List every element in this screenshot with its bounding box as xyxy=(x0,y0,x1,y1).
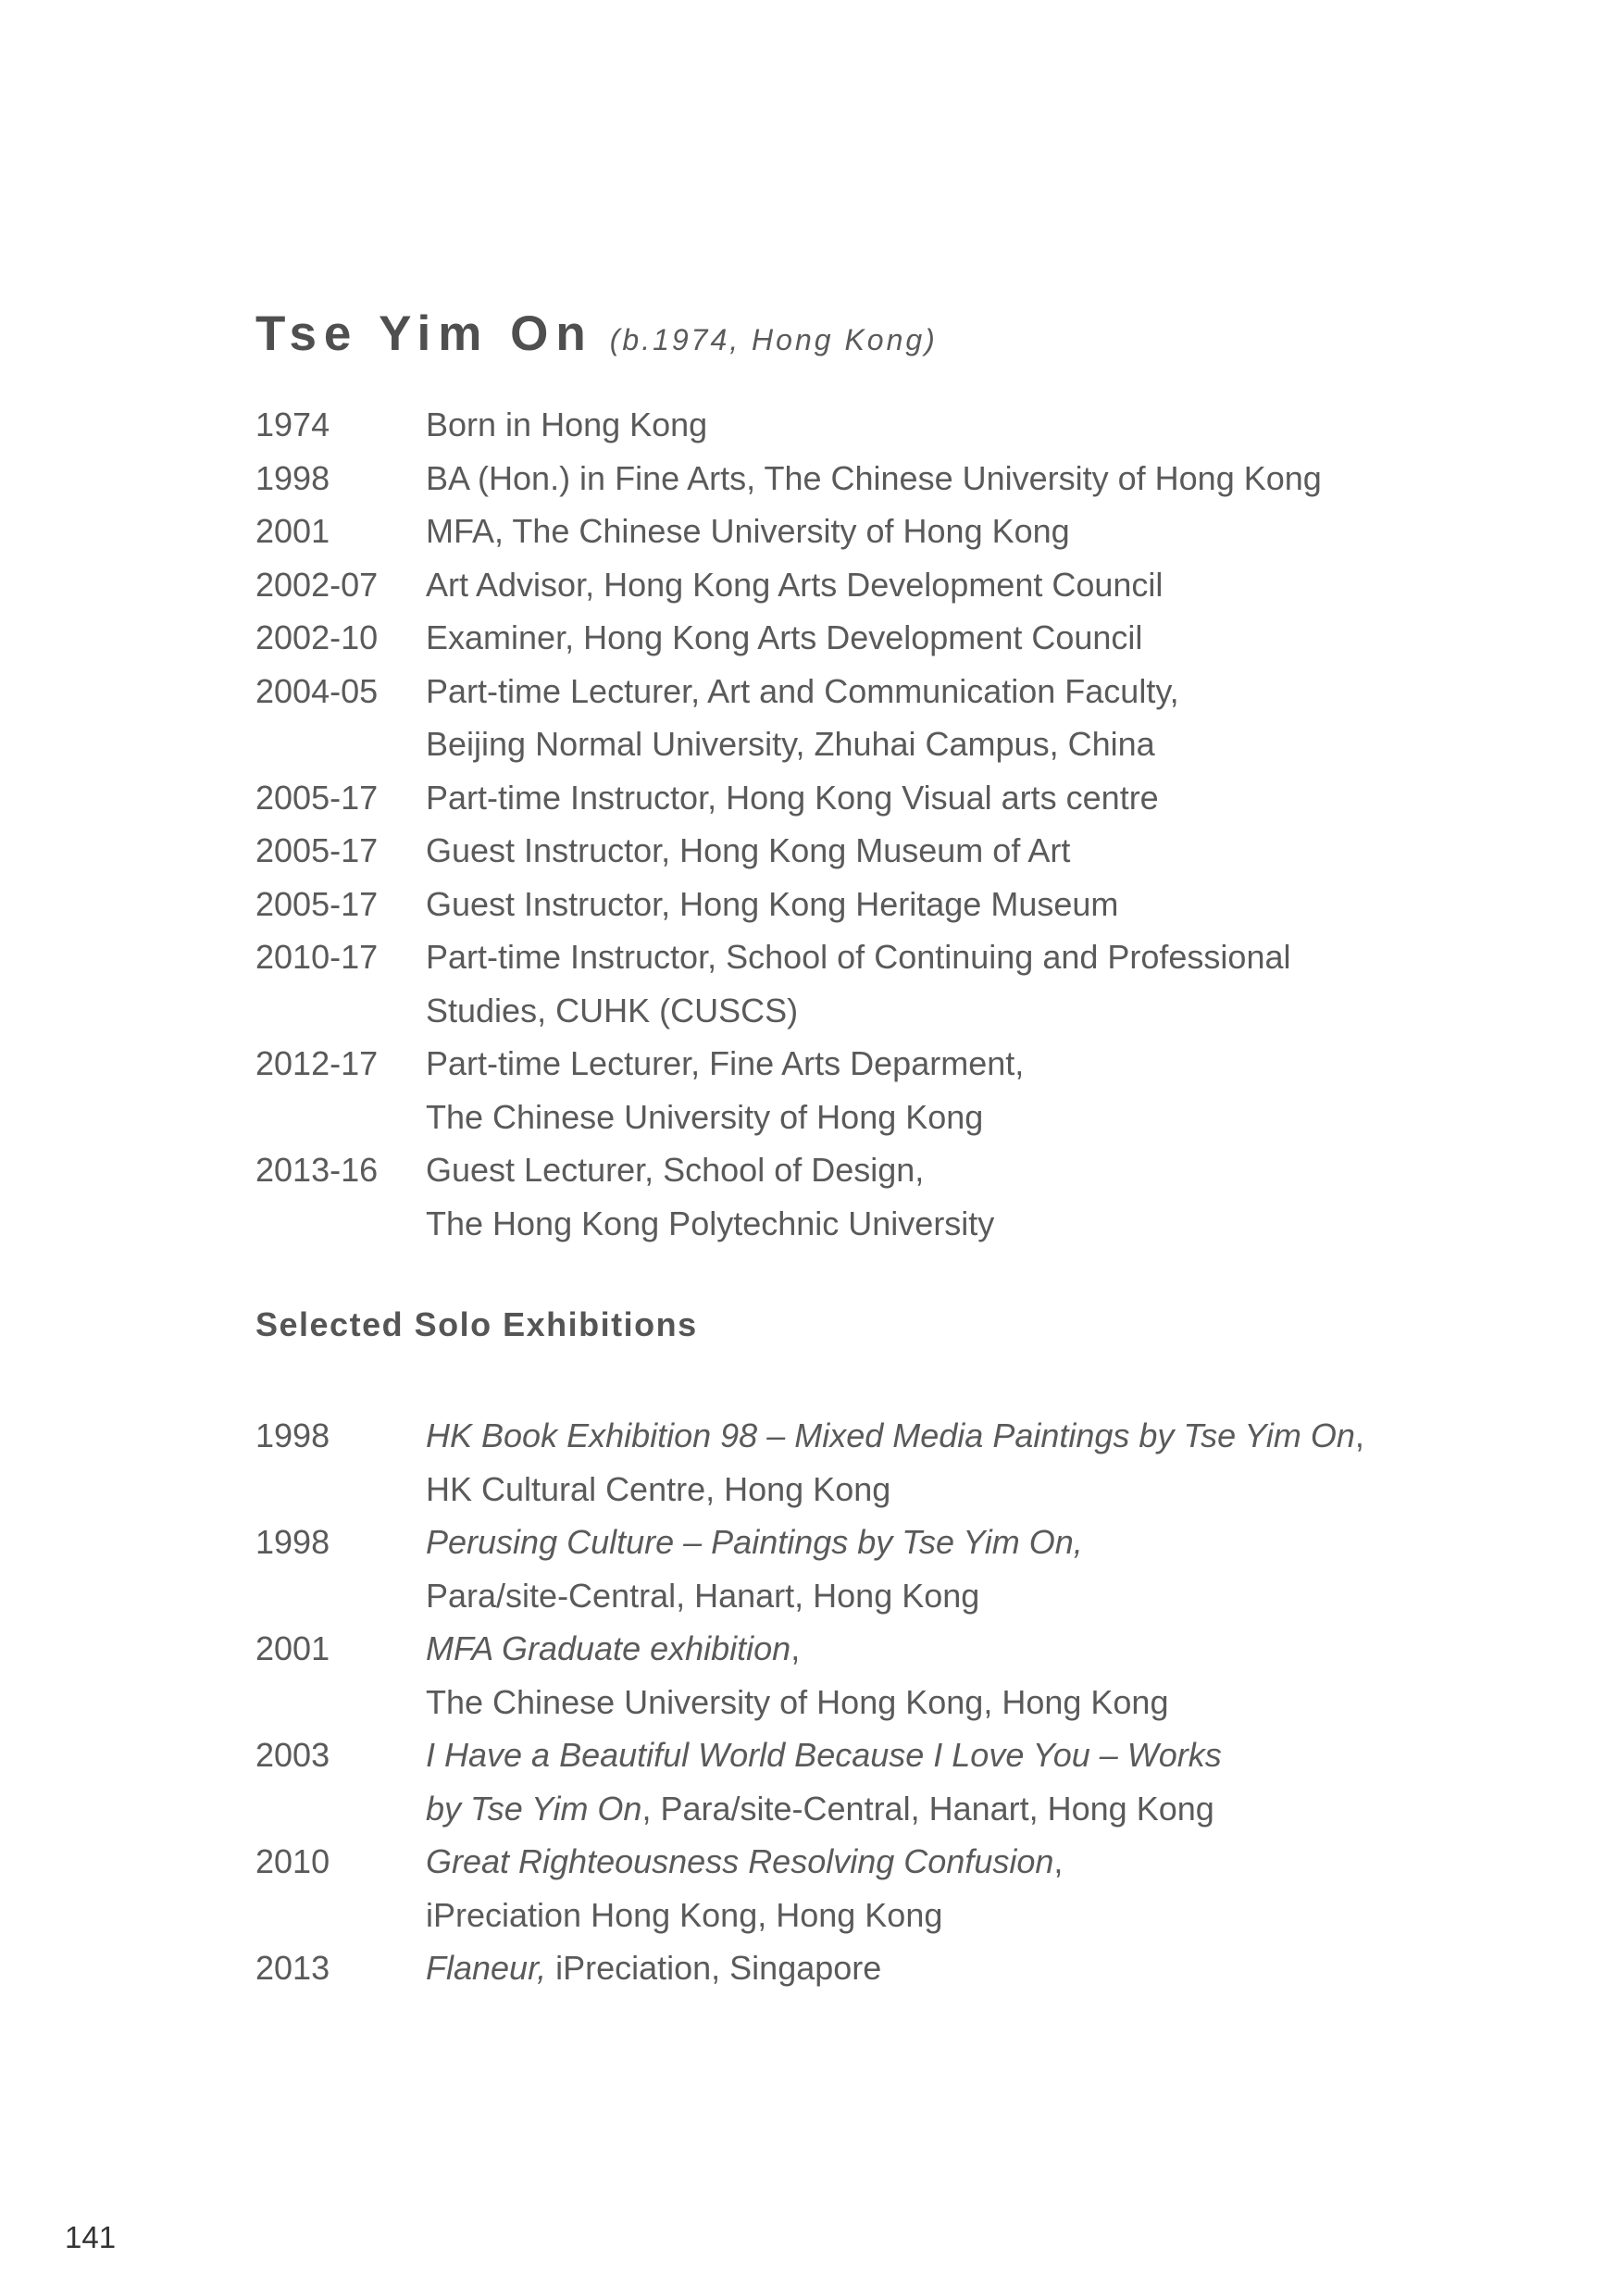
artist-heading xyxy=(255,306,938,362)
bio-row xyxy=(255,398,1459,452)
bio-row xyxy=(255,452,1459,505)
bio-description: MFA, The Chinese University of Hong Kong xyxy=(426,512,1070,550)
bio-row xyxy=(255,718,1459,771)
bio-year: 2005-17 xyxy=(255,778,379,817)
section-title-solo-exhibitions: Selected Solo Exhibitions xyxy=(255,1305,698,1343)
biography-list xyxy=(255,398,1459,1250)
exhibition-year: 1998 xyxy=(255,1416,330,1454)
bio-year: 2012-17 xyxy=(255,1044,379,1082)
exhibition-year: 2003 xyxy=(255,1736,330,1774)
exhibition-row xyxy=(255,1782,1459,1836)
bio-row xyxy=(255,665,1459,718)
exhibition-row xyxy=(255,1622,1459,1676)
exhibition-description xyxy=(426,1728,1459,1782)
bio-description: Examiner, Hong Kong Arts Development Council xyxy=(426,618,1143,656)
bio-year: 2002-07 xyxy=(255,565,379,604)
bio-description: Studies, CUHK (CUSCS) xyxy=(426,991,799,1029)
bio-row xyxy=(255,930,1459,984)
bio-year xyxy=(255,718,426,771)
exhibition-venue: , xyxy=(1354,1416,1364,1454)
exhibition-row xyxy=(255,1569,1459,1623)
exhibition-year xyxy=(255,1569,426,1623)
exhibition-row xyxy=(255,1941,1459,1995)
exhibition-description xyxy=(426,1622,1459,1676)
artist-birth: (b.1974, Hong Kong) xyxy=(609,323,938,356)
exhibition-year: 1998 xyxy=(255,1523,330,1561)
bio-year: 1998 xyxy=(255,458,330,497)
exhibition-description xyxy=(426,1782,1459,1836)
exhibition-year xyxy=(255,1676,426,1729)
bio-description: Guest Instructor, Hong Kong Museum of Art xyxy=(426,831,1071,869)
exhibition-description xyxy=(426,1889,1459,1942)
bio-year xyxy=(255,1197,426,1251)
bio-description: Beijing Normal University, Zhuhai Campus, China xyxy=(426,725,1155,763)
bio-row xyxy=(255,1037,1459,1091)
exhibition-venue: Para/site-Central, Hanart, Hong Kong xyxy=(426,1576,980,1615)
bio-description: Born in Hong Kong xyxy=(426,406,708,443)
exhibition-venue: iPreciation, Singapore xyxy=(546,1949,882,1987)
exhibition-row xyxy=(255,1728,1459,1782)
bio-row xyxy=(255,558,1459,612)
bio-row xyxy=(255,1197,1459,1251)
exhibition-row xyxy=(255,1463,1459,1516)
exhibition-description xyxy=(426,1409,1459,1463)
exhibition-title: Flaneur, xyxy=(426,1949,547,1987)
bio-description: Art Advisor, Hong Kong Arts Development Council xyxy=(426,565,1164,604)
exhibition-description xyxy=(426,1676,1459,1729)
bio-year: 1974 xyxy=(255,406,330,443)
exhibition-description xyxy=(426,1835,1459,1889)
exhibition-year: 2001 xyxy=(255,1629,330,1667)
bio-description: Part-time Instructor, Hong Kong Visual arts centre xyxy=(426,778,1159,817)
exhibition-row xyxy=(255,1676,1459,1729)
bio-description: The Hong Kong Polytechnic University xyxy=(426,1204,995,1242)
bio-description: Guest Instructor, Hong Kong Heritage Museum xyxy=(426,884,1119,923)
bio-year: 2010-17 xyxy=(255,938,379,976)
exhibition-year xyxy=(255,1889,426,1942)
exhibition-venue: HK Cultural Centre, Hong Kong xyxy=(426,1469,891,1508)
bio-row xyxy=(255,824,1459,878)
exhibition-title: Great Righteousness Resolving Confusion xyxy=(426,1842,1054,1880)
bio-description: Part-time Instructor, School of Continuing and Professional xyxy=(426,938,1291,976)
bio-description: The Chinese University of Hong Kong xyxy=(426,1097,984,1136)
exhibition-description xyxy=(426,1569,1459,1623)
exhibition-title: Perusing Culture – Paintings by Tse Yim On, xyxy=(426,1523,1083,1561)
bio-year: 2013-16 xyxy=(255,1151,379,1189)
exhibition-title: HK Book Exhibition 98 – Mixed Media Paintings by Tse Yim On xyxy=(426,1416,1355,1454)
exhibition-row xyxy=(255,1835,1459,1889)
exhibition-year xyxy=(255,1782,426,1836)
bio-year: 2005-17 xyxy=(255,884,379,923)
bio-row xyxy=(255,984,1459,1038)
exhibition-year: 2013 xyxy=(255,1949,330,1987)
bio-year: 2001 xyxy=(255,512,330,550)
bio-row xyxy=(255,771,1459,825)
exhibition-description xyxy=(426,1516,1459,1569)
bio-description: BA (Hon.) in Fine Arts, The Chinese University of Hong Kong xyxy=(426,458,1322,497)
bio-year: 2005-17 xyxy=(255,831,379,869)
bio-row xyxy=(255,1091,1459,1144)
bio-row xyxy=(255,505,1459,558)
exhibition-row xyxy=(255,1516,1459,1569)
bio-year: 2002-10 xyxy=(255,618,379,656)
bio-description: Part-time Lecturer, Fine Arts Deparment, xyxy=(426,1044,1025,1082)
exhibition-venue: , xyxy=(790,1629,801,1667)
exhibition-description xyxy=(426,1463,1459,1516)
exhibition-venue: , Para/site-Central, Hanart, Hong Kong xyxy=(641,1789,1214,1828)
bio-row xyxy=(255,1143,1459,1197)
solo-exhibitions-list xyxy=(255,1409,1459,1995)
exhibition-title: I Have a Beautiful World Because I Love You – Works xyxy=(426,1736,1222,1774)
page-number: 141 xyxy=(65,2220,117,2254)
exhibition-venue: iPreciation Hong Kong, Hong Kong xyxy=(426,1895,943,1934)
exhibition-row xyxy=(255,1409,1459,1463)
bio-description: Guest Lecturer, School of Design, xyxy=(426,1151,925,1189)
bio-year: 2004-05 xyxy=(255,671,379,710)
exhibition-description xyxy=(426,1941,1459,1995)
bio-description: Part-time Lecturer, Art and Communication Faculty, xyxy=(426,671,1179,710)
artist-name: Tse Yim On xyxy=(255,306,593,361)
bio-row xyxy=(255,878,1459,931)
exhibition-year: 2010 xyxy=(255,1842,330,1880)
exhibition-venue: The Chinese University of Hong Kong, Hong Kong xyxy=(426,1682,1169,1721)
bio-row xyxy=(255,611,1459,665)
exhibition-title: MFA Graduate exhibition xyxy=(426,1629,791,1667)
exhibition-title: by Tse Yim On xyxy=(426,1789,642,1828)
exhibition-year xyxy=(255,1463,426,1516)
bio-year xyxy=(255,1091,426,1144)
exhibition-row xyxy=(255,1889,1459,1942)
exhibition-venue: , xyxy=(1053,1842,1064,1880)
bio-year xyxy=(255,984,426,1038)
